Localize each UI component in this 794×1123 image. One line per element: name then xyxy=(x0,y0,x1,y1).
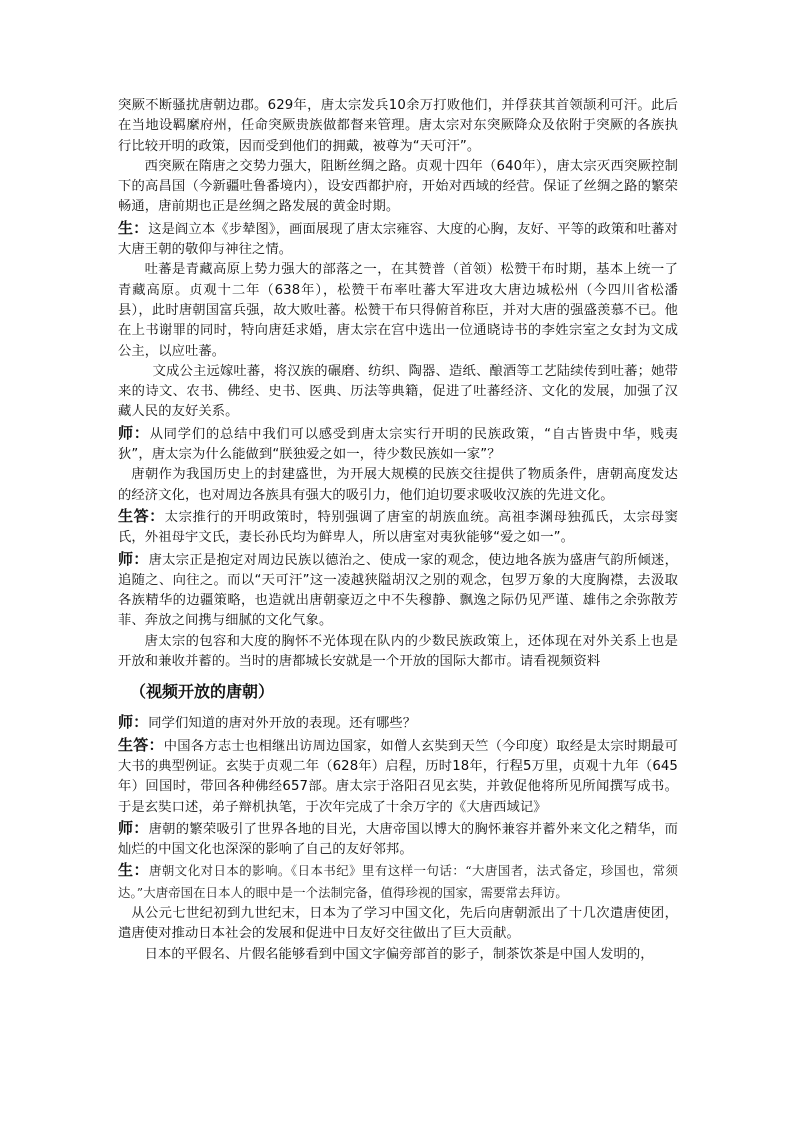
paragraph xyxy=(118,96,678,157)
paragraph xyxy=(118,735,678,818)
paragraph xyxy=(118,549,678,632)
paragraph xyxy=(118,465,678,506)
paragraph xyxy=(118,157,678,218)
paragraph xyxy=(118,506,678,549)
paragraph xyxy=(118,945,678,965)
paragraph-text: 从同学们的总结中我们可以感受到唐太宗实行开明的民族政策，“自古皆贵中华，贱夷狄”，唐太宗为什么能做到“朕独爱之如一，待少数民族如一家”？ xyxy=(118,426,678,463)
speaker-label: 生： xyxy=(118,218,149,237)
paragraph-text: 唐朝的繁荣吸引了世界各地的目光，大唐帝国以博大的胸怀兼容并蓄外来文化之精华，而灿烂的中国文化也深深的影响了自己的友好邻邦。 xyxy=(118,821,679,858)
paragraph-text: 吐蕃是青藏高原上势力强大的部落之一，在其赞普（首领）松赞干布时期，基本上统一了青藏高原。贞观十二年（638年），松赞干布率吐蕃大军进攻大唐边城松州（今四川省松潘县），此时唐朝国富兵强，故大败吐蕃。松赞干布只得俯首称臣，并对大唐的强盛羡慕不已。他在上书谢罪的同时，特向唐廷求婚，唐太宗在宫中选出一位通晓诗书的李姓宗室之女封为文成公主，以应吐蕃。 xyxy=(118,262,678,359)
paragraph-text: 唐朝文化对日本的影响。《日本书纪》里有这样一句话：“大唐国者，法式备定，珍国也，常须达。”大唐帝国在日本人的眼中是一个法制完备，值得珍视的国家，需要常去拜访。 xyxy=(118,863,678,900)
paragraph xyxy=(118,423,678,466)
paragraph-text: 突厥不断骚扰唐朝边郡。629年，唐太宗发兵10余万打败他们，并俘获其首领颉利可汗。此后在当地设羁縻府州，任命突厥贵族做都督来管理。唐太宗对东突厥降众及依附于突厥的各族执行比较开明的政策，因而受到他们的拥戴，被尊为“天可汗”。 xyxy=(118,98,678,154)
paragraph xyxy=(118,818,678,861)
speaker-label: 生答： xyxy=(118,735,164,754)
paragraph-text: 太宗推行的开明政策时，特别强调了唐室的胡族血统。高祖李渊母独孤氏，太宗母窦氏，外祖母宇文氏，妻长孙氏均为鲜卑人，所以唐室对夷狄能够“爱之如一”。 xyxy=(118,509,678,546)
paragraph xyxy=(118,860,678,904)
speaker-label: 生答： xyxy=(118,506,165,525)
paragraph xyxy=(118,712,678,734)
speaker-label: 师： xyxy=(118,549,149,568)
paragraph-text: 这是阎立本《步辇图》，画面展现了唐太宗雍容、大度的心胸，友好、平等的政策和吐蕃对大唐王朝的敬仰与神往之情。 xyxy=(118,221,678,258)
paragraph-group-2 xyxy=(118,712,678,965)
paragraph-text: 日本的平假名、片假名能够看到中国文字偏旁部首的影子，制茶饮茶是中国人发明的， xyxy=(144,946,654,962)
paragraph xyxy=(118,904,678,945)
paragraph xyxy=(118,632,678,673)
section-title: （视频开放的唐朝） xyxy=(130,682,275,702)
paragraph-group-1 xyxy=(118,96,678,672)
document-page xyxy=(118,96,678,965)
speaker-label: 师： xyxy=(118,713,149,732)
speaker-label: 师： xyxy=(118,423,150,442)
paragraph xyxy=(118,218,678,261)
paragraph-text: 同学们知道的唐对外开放的表现。还有哪些？ xyxy=(148,716,417,732)
paragraph-text: 中国各方志士也相继出访周边国家，如僧人玄奘到天竺（今印度）取经是太宗时期最可大书的典型例证。玄奘于贞观二年（628年）启程，历时18年，行程5万里，贞观十九年（645年）回国时，带回各种佛经657部。唐太宗于洛阳召见玄奘，并敦促他将所见所闻撰写成书。于是玄奘口述，弟子辩机执笔，于次年完成了十余万字的《大唐西域记》 xyxy=(118,738,678,815)
paragraph-text: 从公元七世纪初到九世纪末，日本为了学习中国文化，先后向唐朝派出了十几次遣唐使团，遣唐使对推动日本社会的发展和促进中日友好交往做出了巨大贡献。 xyxy=(118,905,678,942)
speaker-label: 生： xyxy=(118,861,150,880)
paragraph-text: 唐朝作为我国历史上的封建盛世，为开展大规模的民族交往提供了物质条件，唐朝高度发达的经济文化，也对周边各族具有强大的吸引力，他们迫切要求吸收汉族的先进文化。 xyxy=(118,467,678,503)
paragraph-text: 文成公主远嫁吐蕃，将汉族的碾磨、纺织、陶器、造纸、酿酒等工艺陆续传到吐蕃；她带来的诗文、农书、佛经、史书、医典、历法等典籍，促进了吐蕃经济、文化的发展，加强了汉藏人民的友好关系。 xyxy=(118,363,678,420)
paragraph-text: 西突厥在隋唐之交势力强大，阻断丝绸之路。贞观十四年（640年），唐太宗灭西突厥控制下的高昌国（今新疆吐鲁番境内），设安西都护府，开始对西域的经营。保证了丝绸之路的繁荣畅通，唐前期也正是丝绸之路发展的黄金时期。 xyxy=(118,158,678,215)
paragraph xyxy=(118,260,678,361)
paragraph-text: 唐太宗的包容和大度的胸怀不光体现在队内的少数民族政策上，还体现在对外关系上也是开放和兼收并蓄的。当时的唐都城长安就是一个开放的国际大都市。请看视频资料 xyxy=(118,633,678,670)
speaker-label: 师： xyxy=(118,818,149,837)
paragraph xyxy=(118,362,678,423)
paragraph-text: 唐太宗正是抱定对周边民族以德治之、使成一家的观念，使边地各族为盛唐气韵所倾迷，追随之、向往之。而以“天可汗”这一凌越狭隘胡汉之别的观念，包罗万象的大度胸襟，去汲取各族精华的边疆策略，也造就出唐朝豪迈之中不失穆静、飘逸之际仍见严谨、雄伟之余弥散芳菲、奔放之间携与细腻的文化气象。 xyxy=(118,552,679,629)
